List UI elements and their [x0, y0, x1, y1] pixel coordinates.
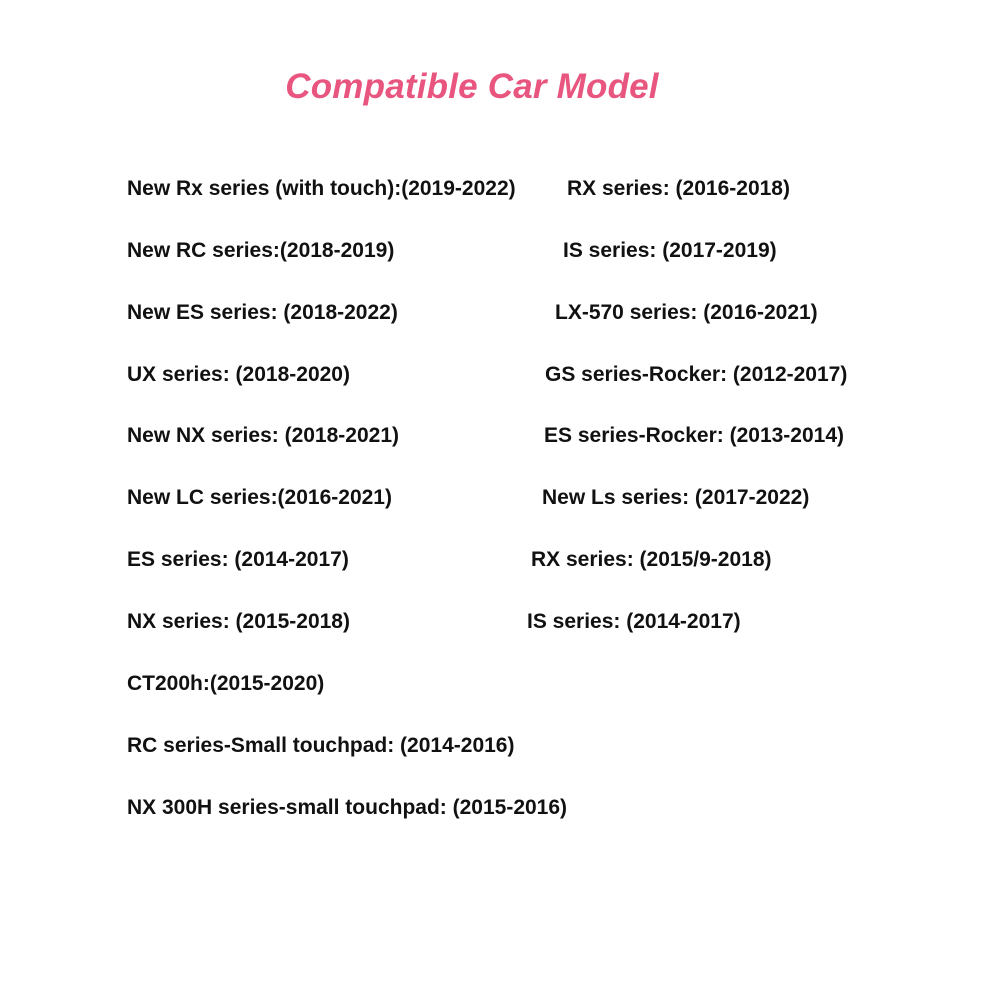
model-entry-left: UX series: (2018-2020): [127, 363, 350, 386]
model-entry-left: New ES series: (2018-2022): [127, 301, 398, 324]
model-entry-left: New RC series:(2018-2019): [127, 239, 395, 262]
model-entry-left: CT200h:(2015-2020): [127, 672, 325, 695]
page-title: Compatible Car Model: [285, 67, 659, 106]
model-entry-right: RX series: (2016-2018): [567, 177, 790, 200]
model-entry-left: NX 300H series-small touchpad: (2015-2016): [127, 796, 568, 819]
model-entry-right: GS series-Rocker: (2012-2017): [545, 363, 848, 386]
model-entry-right: RX series: (2015/9-2018): [531, 548, 772, 571]
model-entry-left: New Rx series (with touch):(2019-2022): [127, 177, 516, 200]
model-entry-right: IS series: (2014-2017): [527, 610, 741, 633]
model-entry-right: LX-570 series: (2016-2021): [555, 301, 818, 324]
model-entry-left: New LC series:(2016-2021): [127, 486, 392, 509]
model-entry-left: NX series: (2015-2018): [127, 610, 350, 633]
model-entry-left: ES series: (2014-2017): [127, 548, 349, 571]
model-entry-right: New Ls series: (2017-2022): [542, 486, 810, 509]
model-entry-left: New NX series: (2018-2021): [127, 424, 399, 447]
model-entry-right: ES series-Rocker: (2013-2014): [544, 424, 845, 447]
model-entry-left: RC series-Small touchpad: (2014-2016): [127, 734, 515, 757]
model-entry-right: IS series: (2017-2019): [563, 239, 777, 262]
